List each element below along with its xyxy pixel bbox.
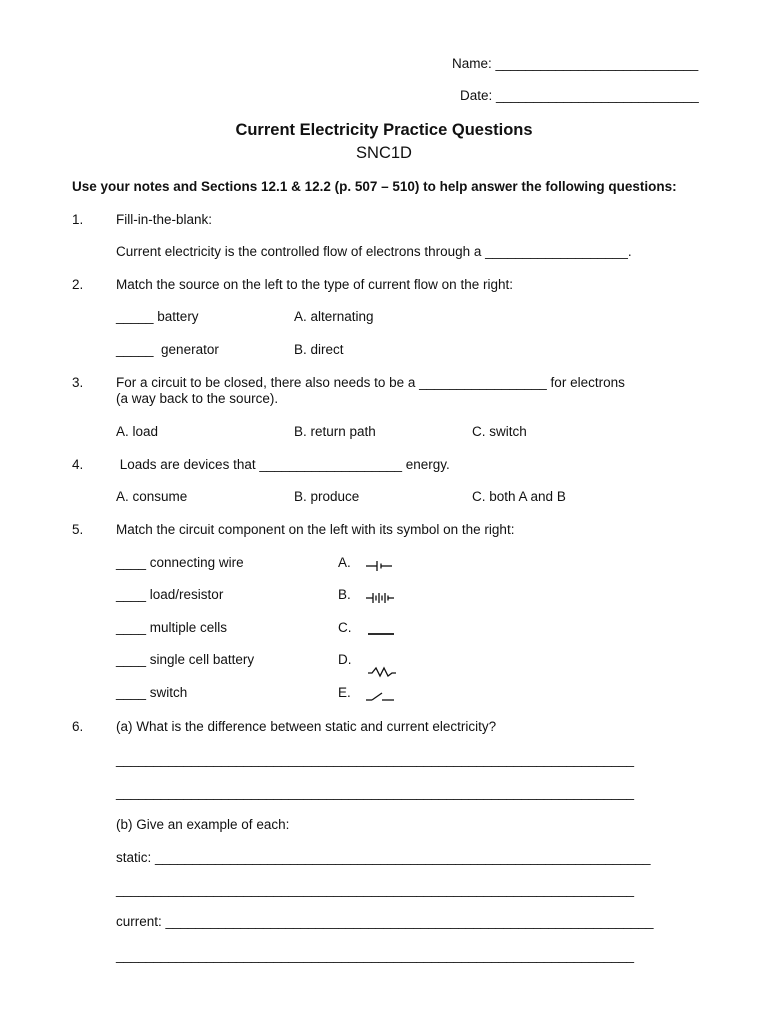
answer-line[interactable]: _____________________________________________________________________ <box>116 882 635 897</box>
question-prompt: (a) What is the difference between static and current electricity? <box>116 719 497 734</box>
instructions: Use your notes and Sections 12.1 & 12.2 (p. 507 – 510) to help answer the following questions: <box>72 179 677 194</box>
choice-option[interactable]: B. return path <box>294 424 376 439</box>
choice-option[interactable]: C. both A and B <box>472 489 566 504</box>
date-field[interactable]: Date: ___________________________ <box>460 88 699 103</box>
multiple-cells-symbol-icon <box>366 590 396 606</box>
static-example-field[interactable]: static: __________________________________________________________________ <box>116 850 651 865</box>
question-prompt[interactable]: Loads are devices that ___________________ energy. <box>116 457 450 472</box>
match-option: B. direct <box>294 342 344 357</box>
resistor-symbol-icon <box>368 665 398 679</box>
question-prompt: (b) Give an example of each: <box>116 817 290 832</box>
current-example-field[interactable]: current: _________________________________________________________________ <box>116 914 654 929</box>
name-field[interactable]: Name: ___________________________ <box>452 56 699 71</box>
component-item[interactable]: ____ switch <box>116 685 188 700</box>
symbol-letter: D. <box>338 652 352 667</box>
choice-option[interactable]: A. consume <box>116 489 188 504</box>
course-code: SNC1D <box>356 144 412 162</box>
question-number: 2. <box>72 277 84 292</box>
question-prompt-continued: (a way back to the source). <box>116 391 279 406</box>
component-item[interactable]: ____ multiple cells <box>116 620 228 635</box>
match-item[interactable]: _____ battery <box>116 309 199 324</box>
choice-option[interactable]: B. produce <box>294 489 360 504</box>
question-prompt: Match the circuit component on the left with its symbol on the right: <box>116 522 515 537</box>
answer-line[interactable]: _____________________________________________________________________ <box>116 948 635 963</box>
wire-symbol-icon <box>368 626 396 638</box>
answer-line[interactable]: _____________________________________________________________________ <box>116 752 635 767</box>
symbol-letter: B. <box>338 587 351 602</box>
single-cell-symbol-icon <box>366 558 396 574</box>
match-item[interactable]: _____ generator <box>116 342 219 357</box>
question-number: 1. <box>72 212 84 227</box>
choice-option[interactable]: A. load <box>116 424 159 439</box>
component-item[interactable]: ____ connecting wire <box>116 555 244 570</box>
question-number: 5. <box>72 522 84 537</box>
fill-in-sentence[interactable]: Current electricity is the controlled flow of electrons through a ___________________. <box>116 244 632 259</box>
switch-symbol-icon <box>366 688 396 704</box>
choice-option[interactable]: C. switch <box>472 424 527 439</box>
symbol-letter: C. <box>338 620 352 635</box>
page-title: Current Electricity Practice Questions <box>235 121 533 139</box>
question-number: 4. <box>72 457 84 472</box>
question-number: 6. <box>72 719 84 734</box>
component-item[interactable]: ____ single cell battery <box>116 652 255 667</box>
symbol-letter: A. <box>338 555 351 570</box>
answer-line[interactable]: _____________________________________________________________________ <box>116 785 635 800</box>
question-prompt: Fill-in-the-blank: <box>116 212 213 227</box>
symbol-letter: E. <box>338 685 351 700</box>
match-option: A. alternating <box>294 309 374 324</box>
question-number: 3. <box>72 375 84 390</box>
component-item[interactable]: ____ load/resistor <box>116 587 224 602</box>
question-prompt[interactable]: For a circuit to be closed, there also needs to be a _________________ for electrons <box>116 375 625 390</box>
question-prompt: Match the source on the left to the type of current flow on the right: <box>116 277 513 292</box>
